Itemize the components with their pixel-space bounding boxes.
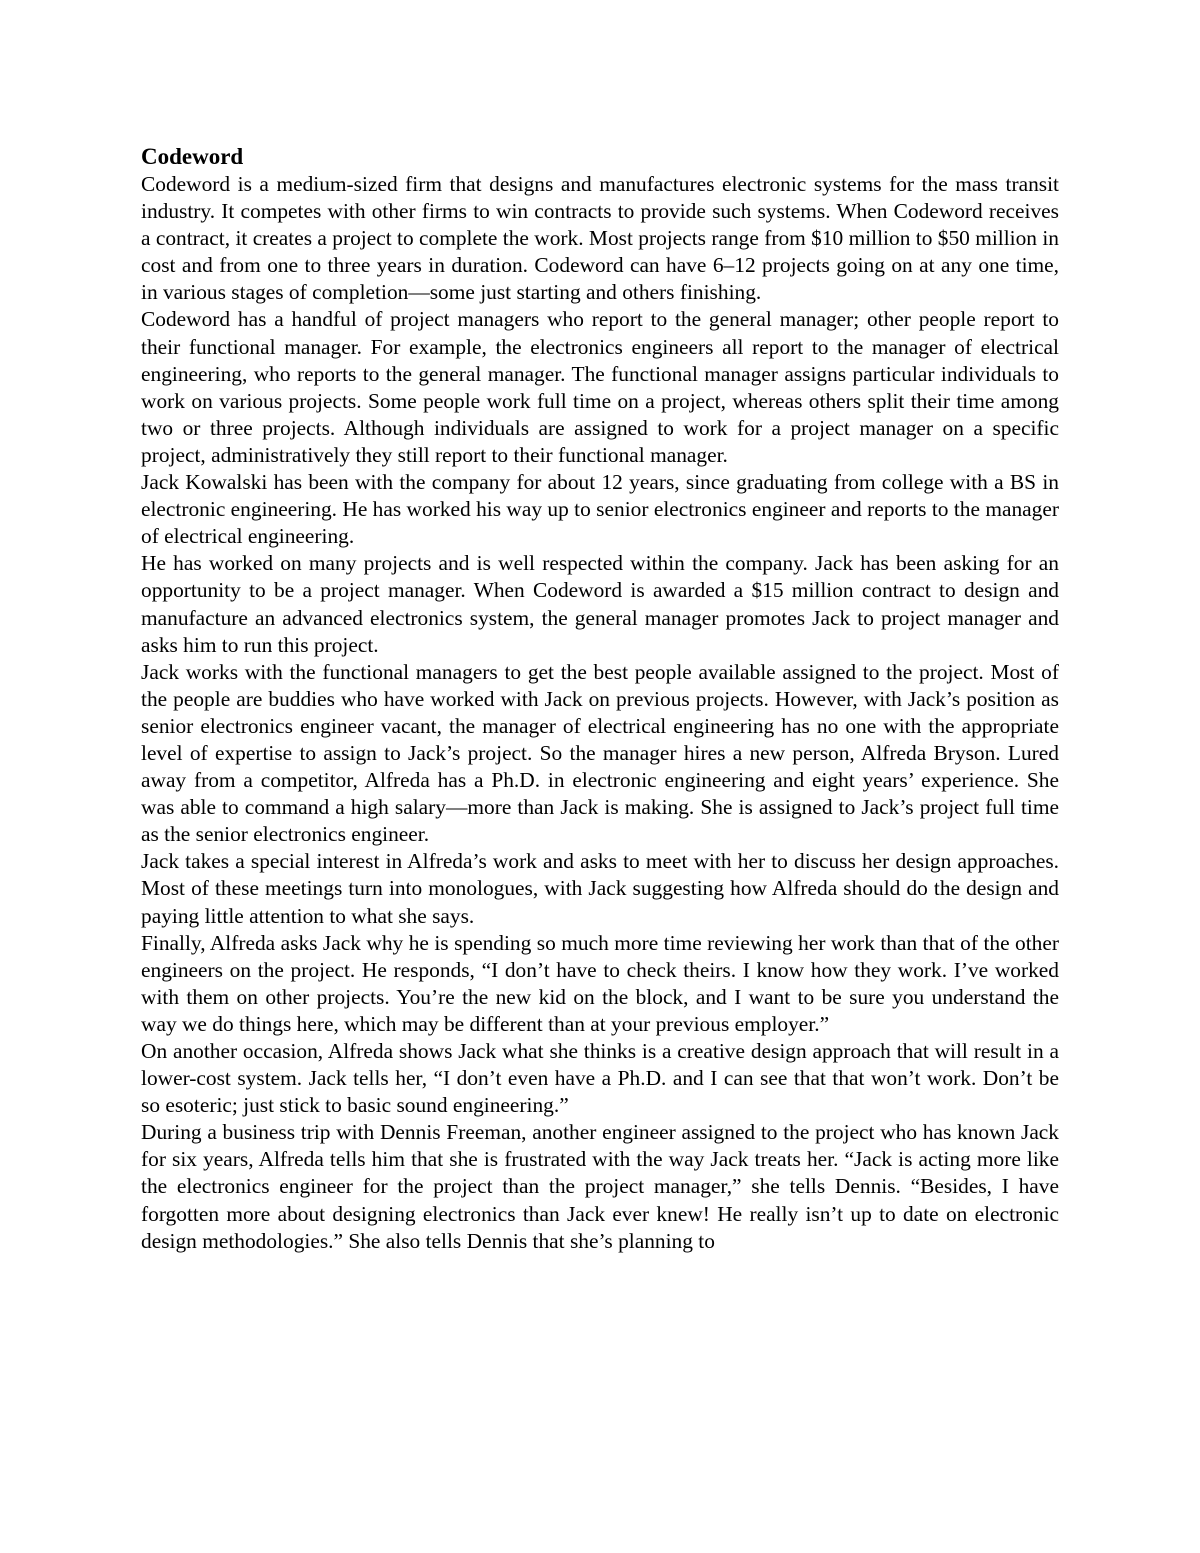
document-page (141, 143, 1059, 1255)
paragraph-5: Jack works with the functional managers to get the best people available assigned to the project. Most of the people are buddies who have worked with Jack on previous projects. However, with Jack’s position as senior electronics engineer vacant, the manager of electrical engineering has no one with the appropriate level of expertise to assign to Jack’s project. So the manager hires a new person, Alfreda Bryson. Lured away from a competitor, Alfreda has a Ph.D. in electronic engineering and eight years’ experience. She was able to command a high salary—more than Jack is making. She is assigned to Jack’s project full time as the senior electronics engineer. (141, 659, 1059, 847)
paragraph-3: Jack Kowalski has been with the company for about 12 years, since graduating from college with a BS in electronic engineering. He has worked his way up to senior electronics engineer and reports to the manager of electrical engineering. (141, 470, 1059, 549)
paragraph-8: On another occasion, Alfreda shows Jack what she thinks is a creative design approach that will result in a lower-cost system. Jack tells her, “I don’t even have a Ph.D. and I can see that that won’t work. Don’t be so esoteric; just stick to basic sound engineering.” (141, 1039, 1059, 1118)
paragraph-2: Codeword has a handful of project managers who report to the general manager; other people report to their functional manager. For example, the electronics engineers all report to the manager of electrical engineering, who reports to the general manager. The functional manager assigns particular individuals to work on various projects. Some people work full time on a project, whereas others split their time among two or three projects. Although individuals are assigned to work for a project manager on a specific project, administratively they still report to their functional manager. (141, 307, 1059, 467)
paragraph-6: Jack takes a special interest in Alfreda’s work and asks to meet with her to discuss her design approaches. Most of these meetings turn into monologues, with Jack suggesting how Alfreda should do the design and paying little attention to what she says. (141, 849, 1059, 928)
paragraph-7: Finally, Alfreda asks Jack why he is spending so much more time reviewing her work than that of the other engineers on the project. He responds, “I don’t have to check theirs. I know how they work. I’ve worked with them on other projects. You’re the new kid on the block, and I want to be sure you understand the way we do things here, which may be different than at your previous employer.” (141, 930, 1059, 1036)
paragraph-4: He has worked on many projects and is well respected within the company. Jack has been asking for an opportunity to be a project manager. When Codeword is awarded a $15 million contract to design and manufacture an advanced electronics system, the general manager promotes Jack to project manager and asks him to run this project. (141, 551, 1059, 657)
document-title: Codeword (141, 144, 244, 169)
paragraph-9: During a business trip with Dennis Freeman, another engineer assigned to the project who has known Jack for six years, Alfreda tells him that she is frustrated with the way Jack treats her. “Jack is acting more like the electronics engineer for the project than the project manager,” she tells Dennis. “Besides, I have forgotten more about designing electronics than Jack ever knew! He really isn’t up to date on electronic design methodologies.” She also tells Dennis that she’s planning to (141, 1120, 1059, 1253)
paragraph-1: Codeword is a medium-sized firm that designs and manufactures electronic systems for the mass transit industry. It competes with other firms to win contracts to provide such systems. When Codeword receives a contract, it creates a project to complete the work. Most projects range from $10 million to $50 million in cost and from one to three years in duration. Codeword can have 6–12 projects going on at any one time, in various stages of completion—some just starting and others finishing. (141, 172, 1059, 305)
